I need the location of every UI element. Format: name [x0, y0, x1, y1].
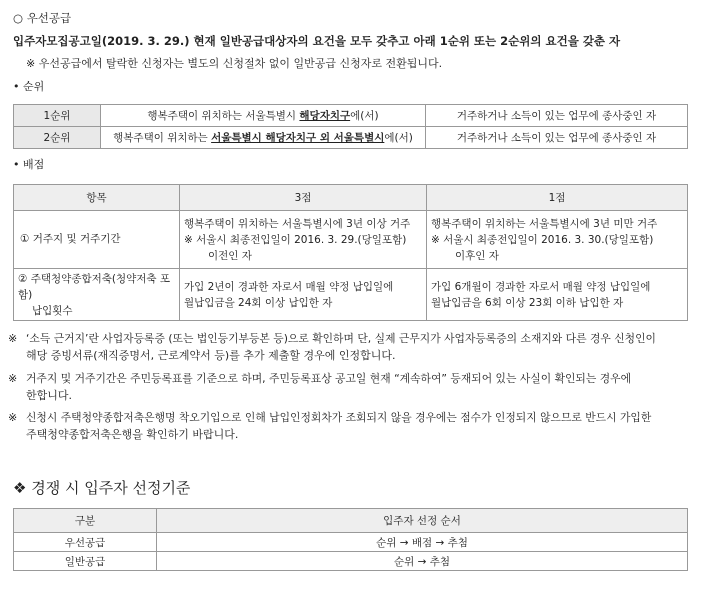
score-item-cell: ① 거주지 및 거주기간: [14, 211, 180, 269]
note-line: ‘소득 근거지’란 사업자등록증 (또는 법인등기부등본 등)으로 확인하며 단, 실제 근무지가 사업자등록증의 소재지와 다른 경우 신청인이: [26, 332, 656, 345]
score-3-line: 이전인 자: [208, 249, 252, 262]
score-header-row: [14, 185, 688, 211]
rank-label: • 순위: [13, 80, 45, 93]
score-1-line: 가입 6개월이 경과한 자로서 매월 약정 납입일에: [431, 280, 651, 293]
score-item-cell: [14, 269, 180, 321]
rank-location-highlight: 해당자치구: [299, 110, 351, 122]
score-row: [14, 211, 688, 269]
section-title-priority: ○ 우선공급: [13, 11, 72, 25]
selection-type-cell: 우선공급: [14, 533, 157, 552]
selection-header-type: 구분: [14, 509, 157, 533]
note-line: 신청시 주택청약종합저축은행명 착오기입으로 인해 납입인정회차가 조회되지 않을 경우에는 점수가 인정되지 않으므로 반드시 가입한: [26, 411, 652, 424]
note-residence: [8, 370, 690, 404]
score-item-line: ② 주택청약종합저축(청약저축 포함): [18, 272, 171, 301]
score-row: [14, 269, 688, 321]
selection-table: [13, 508, 688, 571]
selection-row: [14, 552, 688, 571]
score-1-line: 행복주택이 위치하는 서울특별시에 3년 미만 거주: [431, 217, 658, 230]
rank-row: [14, 127, 688, 149]
score-3-cell: [180, 269, 427, 321]
score-3-line: 월납입금을 24회 이상 납입한 자: [184, 296, 333, 309]
score-1-line: 월납입금을 6회 이상 23회 이하 납입한 자: [431, 296, 624, 309]
rank-row: [14, 105, 688, 127]
note-mark: ※: [8, 372, 18, 385]
selection-row: [14, 533, 688, 552]
note-bank: [8, 409, 690, 443]
rank-location-post: 에(서): [350, 110, 379, 122]
score-3-line: 가입 2년이 경과한 자로서 매월 약정 납입일에: [184, 280, 394, 293]
note-line: 한합니다.: [26, 389, 73, 402]
section-title-selection: ❖ 경쟁 시 입주자 선정기준: [13, 479, 191, 497]
note-line: 주택청약종합저축은행을 확인하기 바랍니다.: [26, 428, 239, 441]
score-header-3: 3점: [180, 185, 427, 211]
rank-location-pre: 행복주택이 위치하는: [113, 132, 212, 144]
note-mark: ※: [8, 411, 18, 424]
rank-table: [13, 104, 688, 149]
rank-location-post: 에(서): [384, 132, 413, 144]
rank-cell: 2순위: [14, 127, 101, 149]
rank-condition-cell: 거주하거나 소득이 있는 업무에 종사중인 자: [426, 105, 688, 127]
note-line: 거주지 및 거주기간은 주민등록표를 기준으로 하며, 주민등록표상 공고일 현재 “계속하여” 등재되어 있는 사실이 확인되는 경우에: [26, 372, 632, 385]
selection-type-cell: 일반공급: [14, 552, 157, 571]
selection-order-cell: 순위 → 추첨: [157, 552, 688, 571]
score-table: [13, 184, 688, 321]
rank-cell: 1순위: [14, 105, 101, 127]
priority-note: ※ 우선공급에서 탈락한 신청자는 별도의 신청절차 없이 일반공급 신청자로 전환됩니다.: [26, 57, 443, 70]
rank-location-cell: [101, 127, 426, 149]
rank-location-cell: [101, 105, 426, 127]
score-item-line: 납입횟수: [32, 304, 73, 317]
score-label: • 배점: [13, 158, 45, 171]
score-3-line: ※ 서울시 최종전입일이 2016. 3. 29.(당일포함): [184, 233, 407, 246]
score-header-item: 항목: [14, 185, 180, 211]
score-header-1: 1점: [427, 185, 688, 211]
score-3-line: 행복주택이 위치하는 서울특별시에 3년 이상 거주: [184, 217, 411, 230]
score-1-line: 이후인 자: [455, 249, 499, 262]
rank-location-highlight: 서울특별시 해당자치구 외 서울특별시: [211, 132, 385, 144]
note-income: [8, 330, 690, 364]
score-1-cell: [427, 269, 688, 321]
score-3-cell: [180, 211, 427, 269]
note-mark: ※: [8, 332, 18, 345]
selection-header-order: 입주자 선정 순서: [157, 509, 688, 533]
note-line: 해당 증빙서류(재직증명서, 근로계약서 등)를 추가 제출할 경우에 인정합니다.: [26, 349, 396, 362]
selection-header-row: [14, 509, 688, 533]
priority-headline: 입주자모집공고일(2019. 3. 29.) 현재 일반공급대상자의 요건을 모두 갖추고 아래 1순위 또는 2순위의 요건을 갖춘 자: [13, 34, 621, 48]
selection-order-cell: 순위 → 배점 → 추첨: [157, 533, 688, 552]
score-1-cell: [427, 211, 688, 269]
rank-condition-cell: 거주하거나 소득이 있는 업무에 종사중인 자: [426, 127, 688, 149]
rank-location-pre: 행복주택이 위치하는 서울특별시: [147, 110, 300, 122]
score-1-line: ※ 서울시 최종전입일이 2016. 3. 30.(당일포함): [431, 233, 654, 246]
